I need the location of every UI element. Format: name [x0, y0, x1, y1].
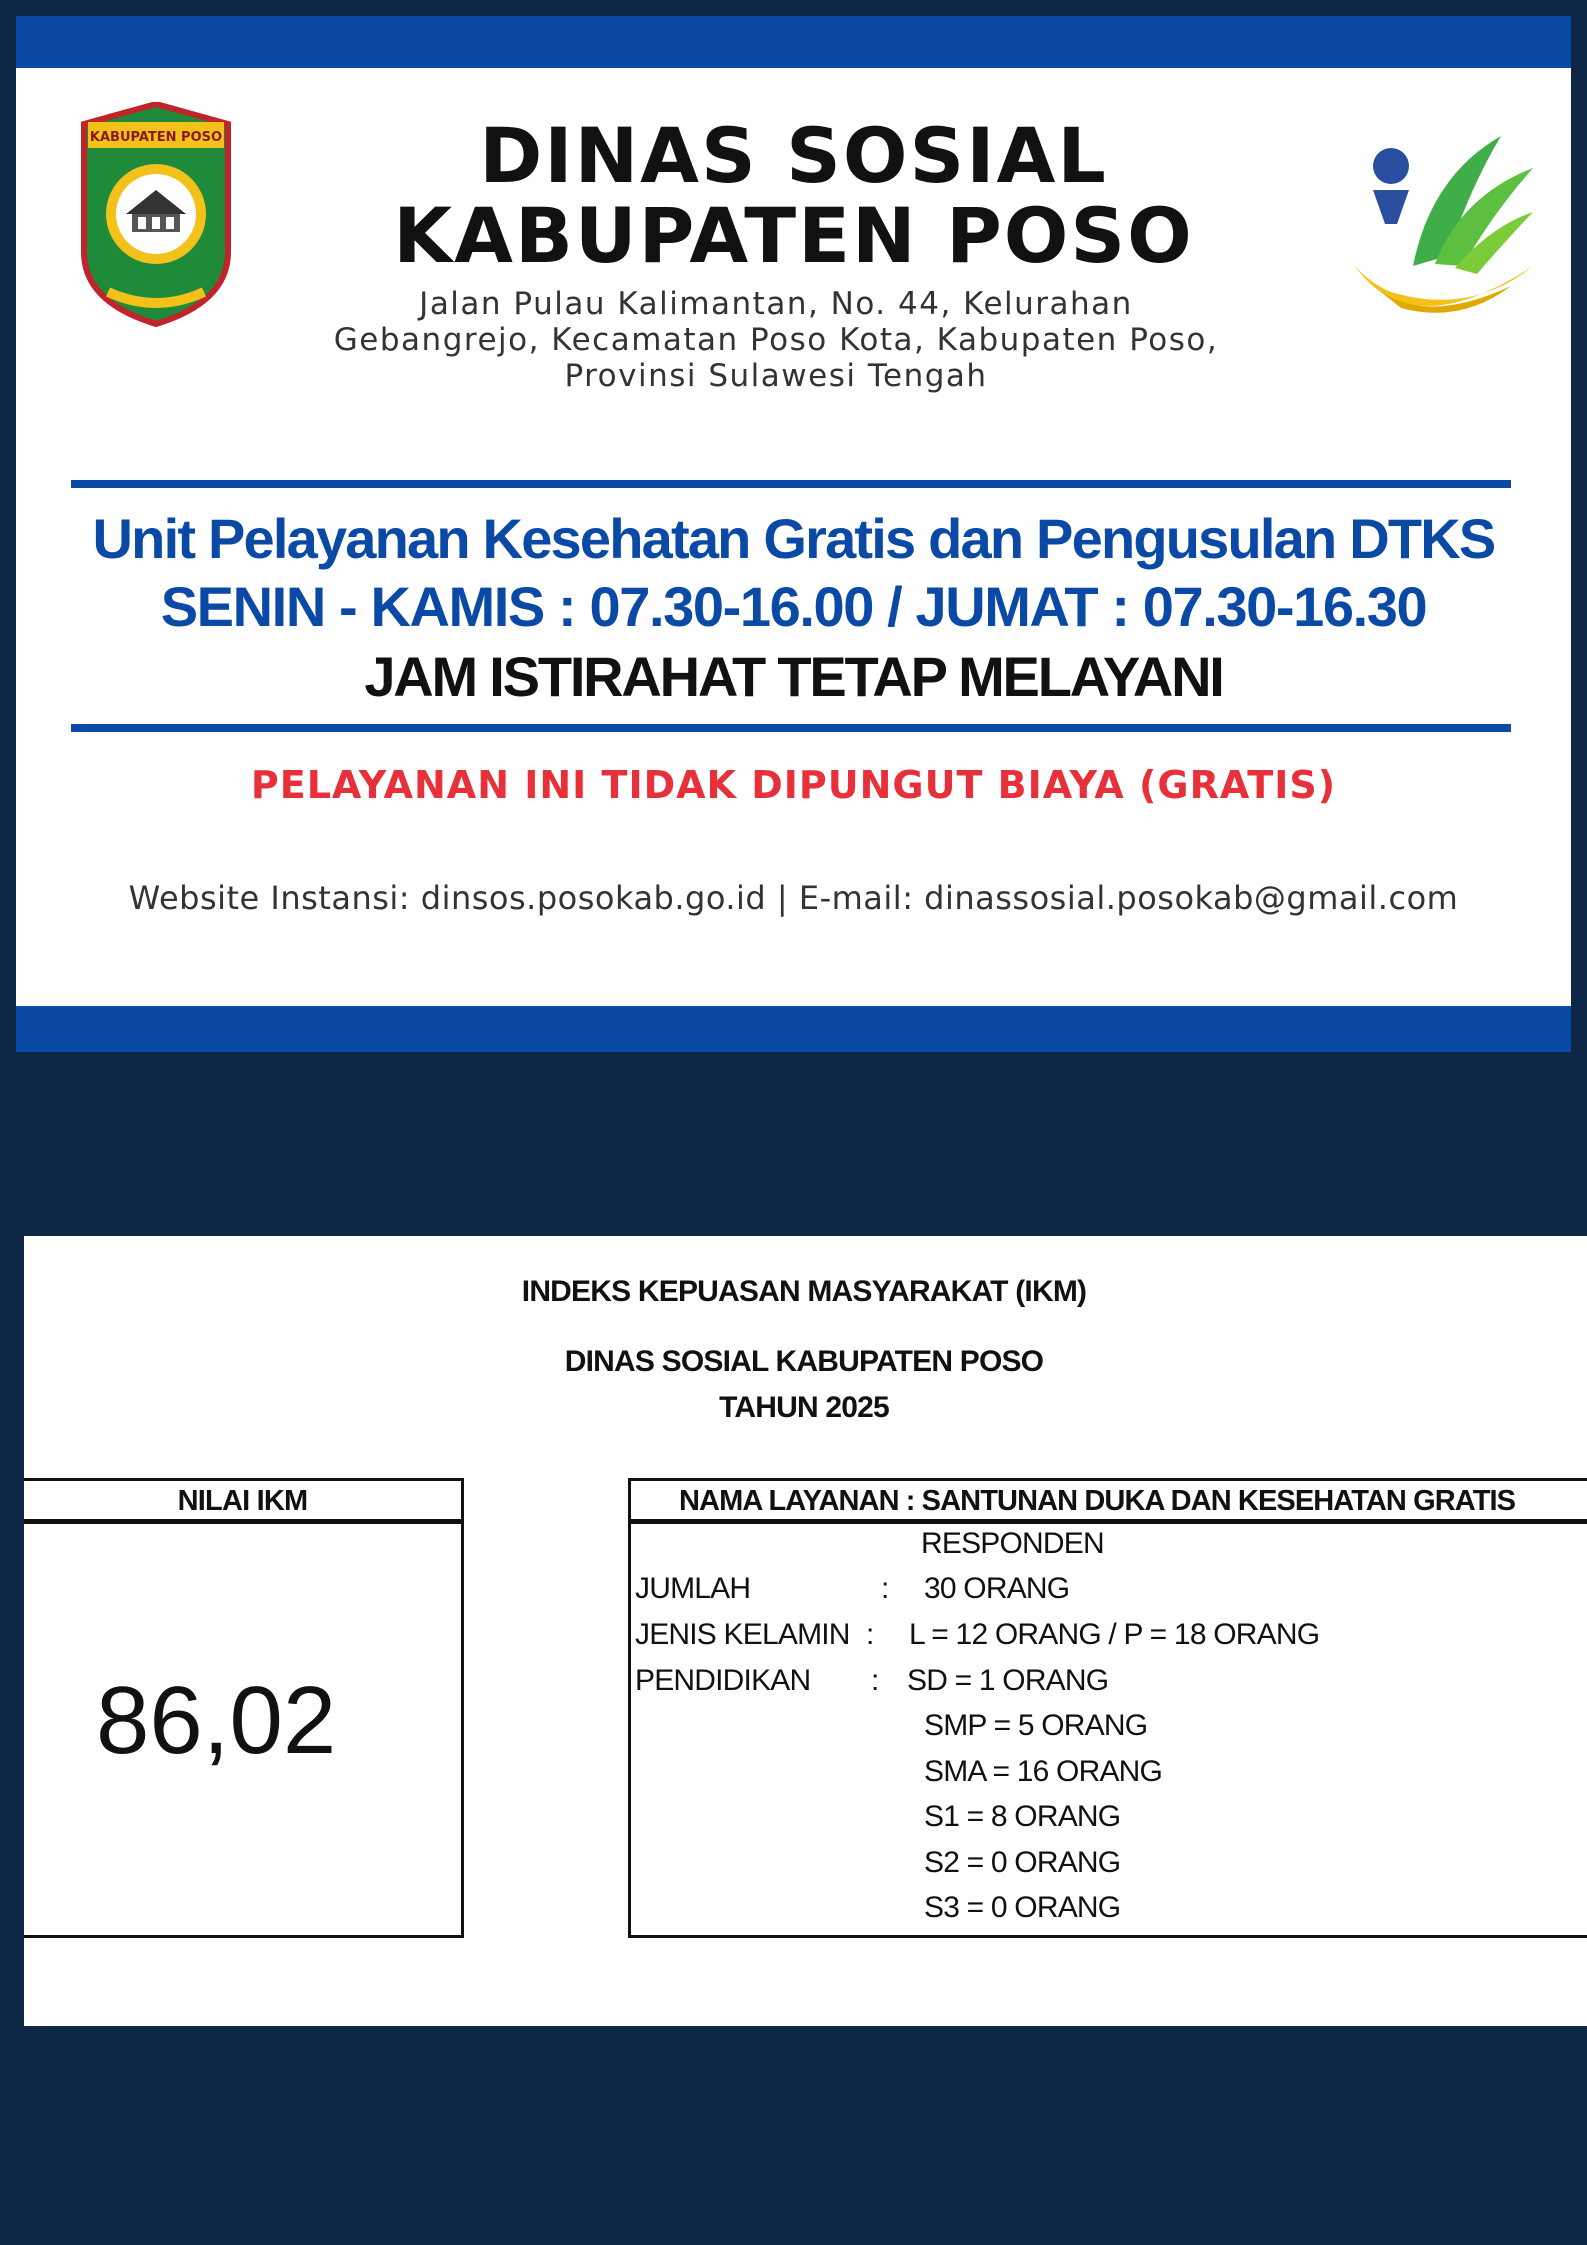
nilai-ikm-header: NILAI IKM [24, 1478, 464, 1522]
ikm-sheet [24, 1236, 1587, 2026]
pendidikan-s3: S3 = 0 ORANG [924, 1891, 1121, 1924]
jenis-kelamin-colon: : [866, 1618, 874, 1651]
nilai-ikm-box [24, 1522, 464, 1938]
banner-bottom-band [16, 1006, 1571, 1052]
pendidikan-smp: SMP = 5 ORANG [924, 1709, 1148, 1742]
pendidikan-colon: : [871, 1664, 879, 1697]
responden-label: RESPONDEN [921, 1527, 1104, 1560]
jumlah-label: JUMLAH [635, 1572, 751, 1605]
jenis-kelamin-value: L = 12 ORANG / P = 18 ORANG [909, 1618, 1320, 1651]
service-hours-line: SENIN - KAMIS : 07.30-16.00 / JUMAT : 07.30-16.30 [160, 575, 1427, 638]
contact-line: Website Instansi: dinsos.posokab.go.id | E-mail: dinassosial.posokab@gmail.com [128, 879, 1459, 917]
ikm-subtitle: DINAS SOSIAL KABUPATEN POSO [564, 1345, 1044, 1378]
crest-label: KABUPATEN POSO [89, 130, 223, 145]
banner-title-line2: KABUPATEN POSO [393, 191, 1194, 280]
pendidikan-label: PENDIDIKAN [635, 1664, 811, 1697]
jenis-kelamin-label: JENIS KELAMIN [635, 1618, 850, 1651]
responden-box [628, 1522, 1587, 1938]
jumlah-value: 30 ORANG [924, 1572, 1070, 1605]
jumlah-colon: : [881, 1572, 889, 1605]
divider-top [71, 480, 1511, 488]
nilai-ikm-value: 86,02 [96, 1667, 337, 1774]
break-hours-line: JAM ISTIRAHAT TETAP MELAYANI [364, 645, 1223, 708]
banner-title-line1: DINAS SOSIAL [479, 111, 1108, 200]
service-banner [16, 16, 1571, 1052]
banner-top-band [16, 16, 1571, 68]
address-line3: Provinsi Sulawesi Tengah [564, 358, 988, 394]
address-line2: Gebangrejo, Kecamatan Poso Kota, Kabupaten Poso, [333, 322, 1219, 358]
pendidikan-s1: S1 = 8 ORANG [924, 1800, 1121, 1833]
address-line1: Jalan Pulau Kalimantan, No. 44, Kelurahan [419, 286, 1133, 322]
pendidikan-sma: SMA = 16 ORANG [924, 1755, 1163, 1788]
ikm-title: INDEKS KEPUASAN MASYARAKAT (IKM) [521, 1275, 1087, 1308]
pendidikan-s2: S2 = 0 ORANG [924, 1846, 1121, 1879]
pendidikan-sd: SD = 1 ORANG [907, 1664, 1109, 1697]
free-service-notice: PELAYANAN INI TIDAK DIPUNGUT BIAYA (GRATIS) [250, 763, 1337, 807]
divider-bottom [71, 724, 1511, 732]
ikm-year: TAHUN 2025 [719, 1391, 889, 1424]
layanan-header: NAMA LAYANAN : SANTUNAN DUKA DAN KESEHATAN GRATIS [628, 1478, 1587, 1522]
banner-address [276, 286, 1276, 394]
service-unit-line: Unit Pelayanan Kesehatan Gratis dan Pengusulan DTKS [92, 507, 1495, 570]
